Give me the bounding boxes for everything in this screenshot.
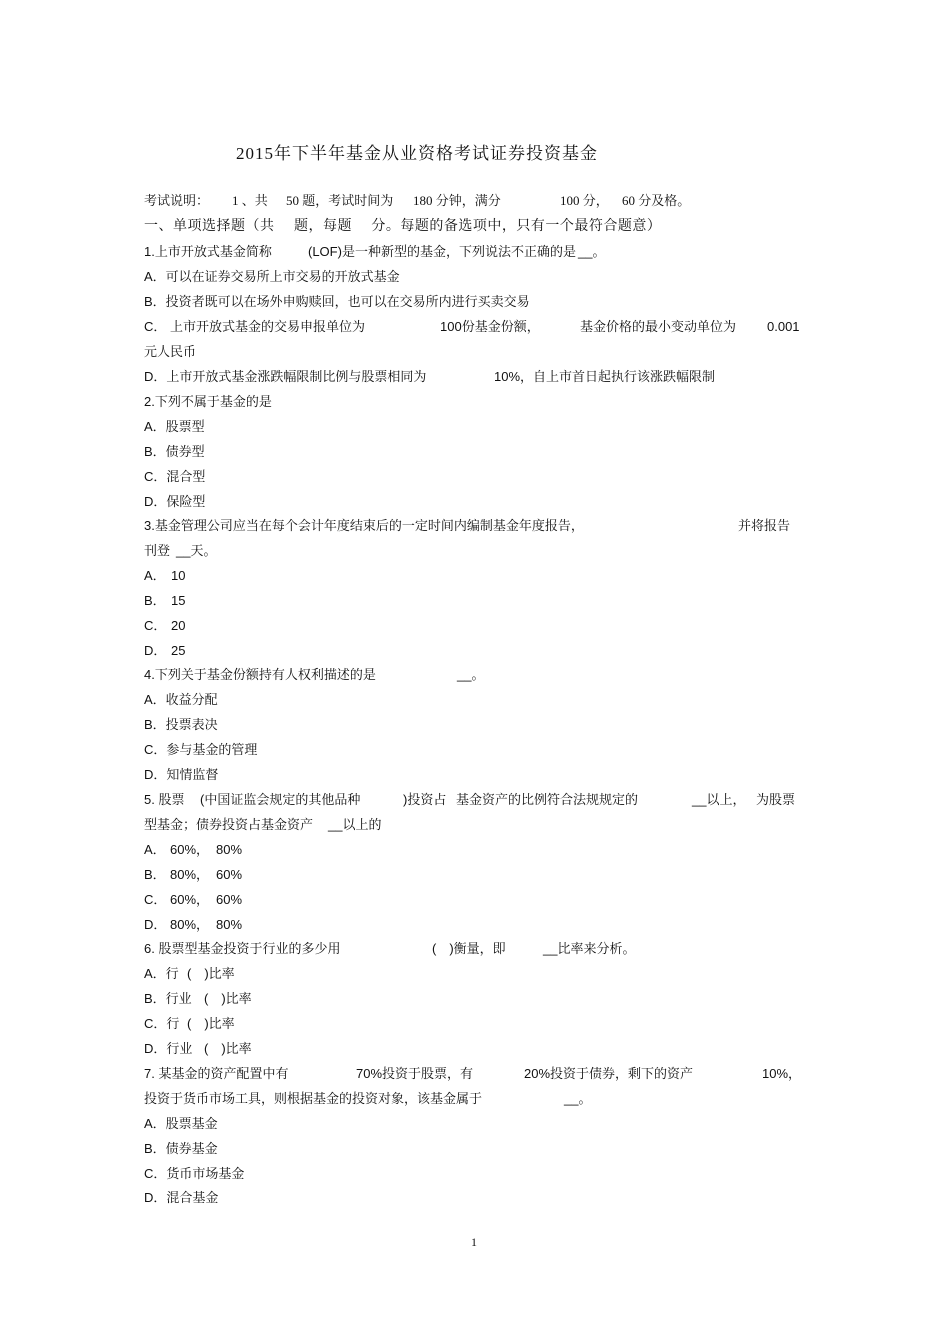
question-1-option-c: 基金价格的最小变动单位为 <box>580 319 737 334</box>
question-7-stem: 7. 某基金的资产配置中有 <box>144 1066 289 1081</box>
question-6-option-d: D．行业 <box>144 1041 193 1056</box>
question-3-option-a: A． <box>144 568 166 583</box>
question-6-option-b-value: ( )比率 <box>204 991 252 1006</box>
question-7-stem: 70%投资于股票，有 <box>356 1066 474 1081</box>
question-2-option-d: D．保险型 <box>144 494 206 509</box>
question-3-stem: 并将报告 <box>738 518 791 533</box>
question-4-blank: __。 <box>457 667 485 682</box>
question-1-option-d: D．上市开放式基金涨跌幅限制比例与股票相同为 <box>144 369 427 384</box>
question-5-blank: __以上的 <box>328 817 382 832</box>
question-5-blank: __以上， <box>692 792 746 807</box>
question-6-stem: ( )衡量，即 <box>432 941 506 956</box>
question-1-option-d: 10%，自上市首日起执行该涨跌幅限制 <box>494 369 716 384</box>
question-5-stem: (中国证监会规定的其他品种 <box>200 792 361 807</box>
question-7-stem: 投资于货币市场工具，则根据基金的投资对象，该基金属于 <box>144 1091 483 1106</box>
question-4-option-b: B．投票表决 <box>144 717 218 732</box>
question-5-stem: 5. 股票 <box>144 792 185 807</box>
question-6-stem: 6. 股票型基金投资于行业的多少用 <box>144 941 341 956</box>
question-3-option-c-value: 20 <box>171 618 186 633</box>
question-5-option-d-value: 80%， <box>170 917 210 932</box>
question-6-option-c-value: ( )比率 <box>187 1016 235 1031</box>
question-2-option-a: A．股票型 <box>144 419 205 434</box>
page-number: 1 <box>471 1235 477 1249</box>
question-5-stem: )投资占 <box>403 792 447 807</box>
question-1-blank: __。 <box>578 244 606 259</box>
question-1-option-a: A．可以在证券交易所上市交易的开放式基金 <box>144 269 400 284</box>
question-4-option-d: D．知情监督 <box>144 767 219 782</box>
exam-info-label: 考试说明： <box>144 193 210 208</box>
question-2-option-b: B．债券型 <box>144 444 205 459</box>
question-3-option-a-value: 10 <box>171 568 186 583</box>
question-7-option-c: C．货币市场基金 <box>144 1166 245 1181</box>
question-1-stem: 1.上市开放式基金简称 <box>144 244 272 259</box>
question-1-option-b: B．投资者既可以在场外申购赎回，也可以在交易所内进行买卖交易 <box>144 294 530 309</box>
question-7-stem: 20%投资于债券，剩下的资产 <box>524 1066 694 1081</box>
question-4-stem: 4.下列关于基金份额持有人权利描述的是 <box>144 667 376 682</box>
question-3-option-d-value: 25 <box>171 643 186 658</box>
question-1-option-c: 元人民币 <box>144 344 197 359</box>
question-6-option-a: A．行 <box>144 966 179 981</box>
question-4-option-c: C．参与基金的管理 <box>144 742 258 757</box>
question-7-option-a: A．股票基金 <box>144 1116 218 1131</box>
question-6-option-d-value: ( )比率 <box>204 1041 252 1056</box>
question-5-option-d: D． <box>144 917 167 932</box>
question-5-option-c-value: 60%， <box>170 892 210 907</box>
question-1-option-c: 100份基金份额， <box>440 319 540 334</box>
question-6-blank: __比率来分析。 <box>543 941 636 956</box>
question-3-option-d: D． <box>144 643 167 658</box>
question-5-option-b-value: 80%， <box>170 867 210 882</box>
question-5-option-c-value: 60% <box>216 892 243 907</box>
section-heading: 一、单项选择题（共 题，每题 分。每题的备选项中，只有一个最符合题意） <box>144 218 662 234</box>
question-6-option-b: B．行业 <box>144 991 192 1006</box>
exam-info-part: 50 题，考试时间为 <box>286 193 394 208</box>
question-2-option-c: C．混合型 <box>144 469 206 484</box>
question-7-blank: __。 <box>564 1091 592 1106</box>
question-3-option-b: B． <box>144 593 166 608</box>
question-7-option-d: D．混合基金 <box>144 1190 219 1205</box>
exam-info-part: 1 、共 <box>232 193 268 208</box>
question-3-stem: 3.基金管理公司应当在每个会计年度结束后的一定时间内编制基金年度报告， <box>144 518 584 533</box>
question-6-option-c: C．行 <box>144 1016 180 1031</box>
exam-info-part: 100 分， <box>560 193 609 208</box>
question-7-stem: 10%， <box>762 1066 802 1081</box>
question-5-option-c: C． <box>144 892 167 907</box>
question-3-blank: __天。 <box>176 543 217 558</box>
question-6-option-a-value: ( )比率 <box>187 966 235 981</box>
question-5-stem: 基金资产的比例符合法规规定的 <box>456 792 639 807</box>
question-5-stem: 型基金；债券投资占基金资产 <box>144 817 314 832</box>
question-5-option-b-value: 60% <box>216 867 243 882</box>
question-5-option-a: A． <box>144 842 166 857</box>
page-title: 2015年下半年基金从业资格考试证券投资基金 <box>236 144 598 163</box>
question-1-option-c: 0.001 <box>767 319 800 334</box>
question-5-option-a-value: 60%， <box>170 842 210 857</box>
question-7-option-b: B．债券基金 <box>144 1141 218 1156</box>
question-5-stem: 为股票 <box>756 792 796 807</box>
question-4-option-a: A．收益分配 <box>144 692 218 707</box>
exam-info-part: 60 分及格。 <box>622 193 691 208</box>
question-2-stem: 2.下列不属于基金的是 <box>144 394 272 409</box>
question-1-stem: (LOF)是一种新型的基金，下列说法不正确的是 <box>308 244 576 259</box>
question-5-option-b: B． <box>144 867 166 882</box>
question-3-stem: 刊登 <box>144 543 171 558</box>
question-5-option-a-value: 80% <box>216 842 243 857</box>
exam-info-part: 180 分钟，满分 <box>413 193 501 208</box>
question-1-option-c: C． 上市开放式基金的交易申报单位为 <box>144 319 366 334</box>
question-5-option-d-value: 80% <box>216 917 243 932</box>
question-3-option-c: C． <box>144 618 167 633</box>
question-3-option-b-value: 15 <box>171 593 186 608</box>
